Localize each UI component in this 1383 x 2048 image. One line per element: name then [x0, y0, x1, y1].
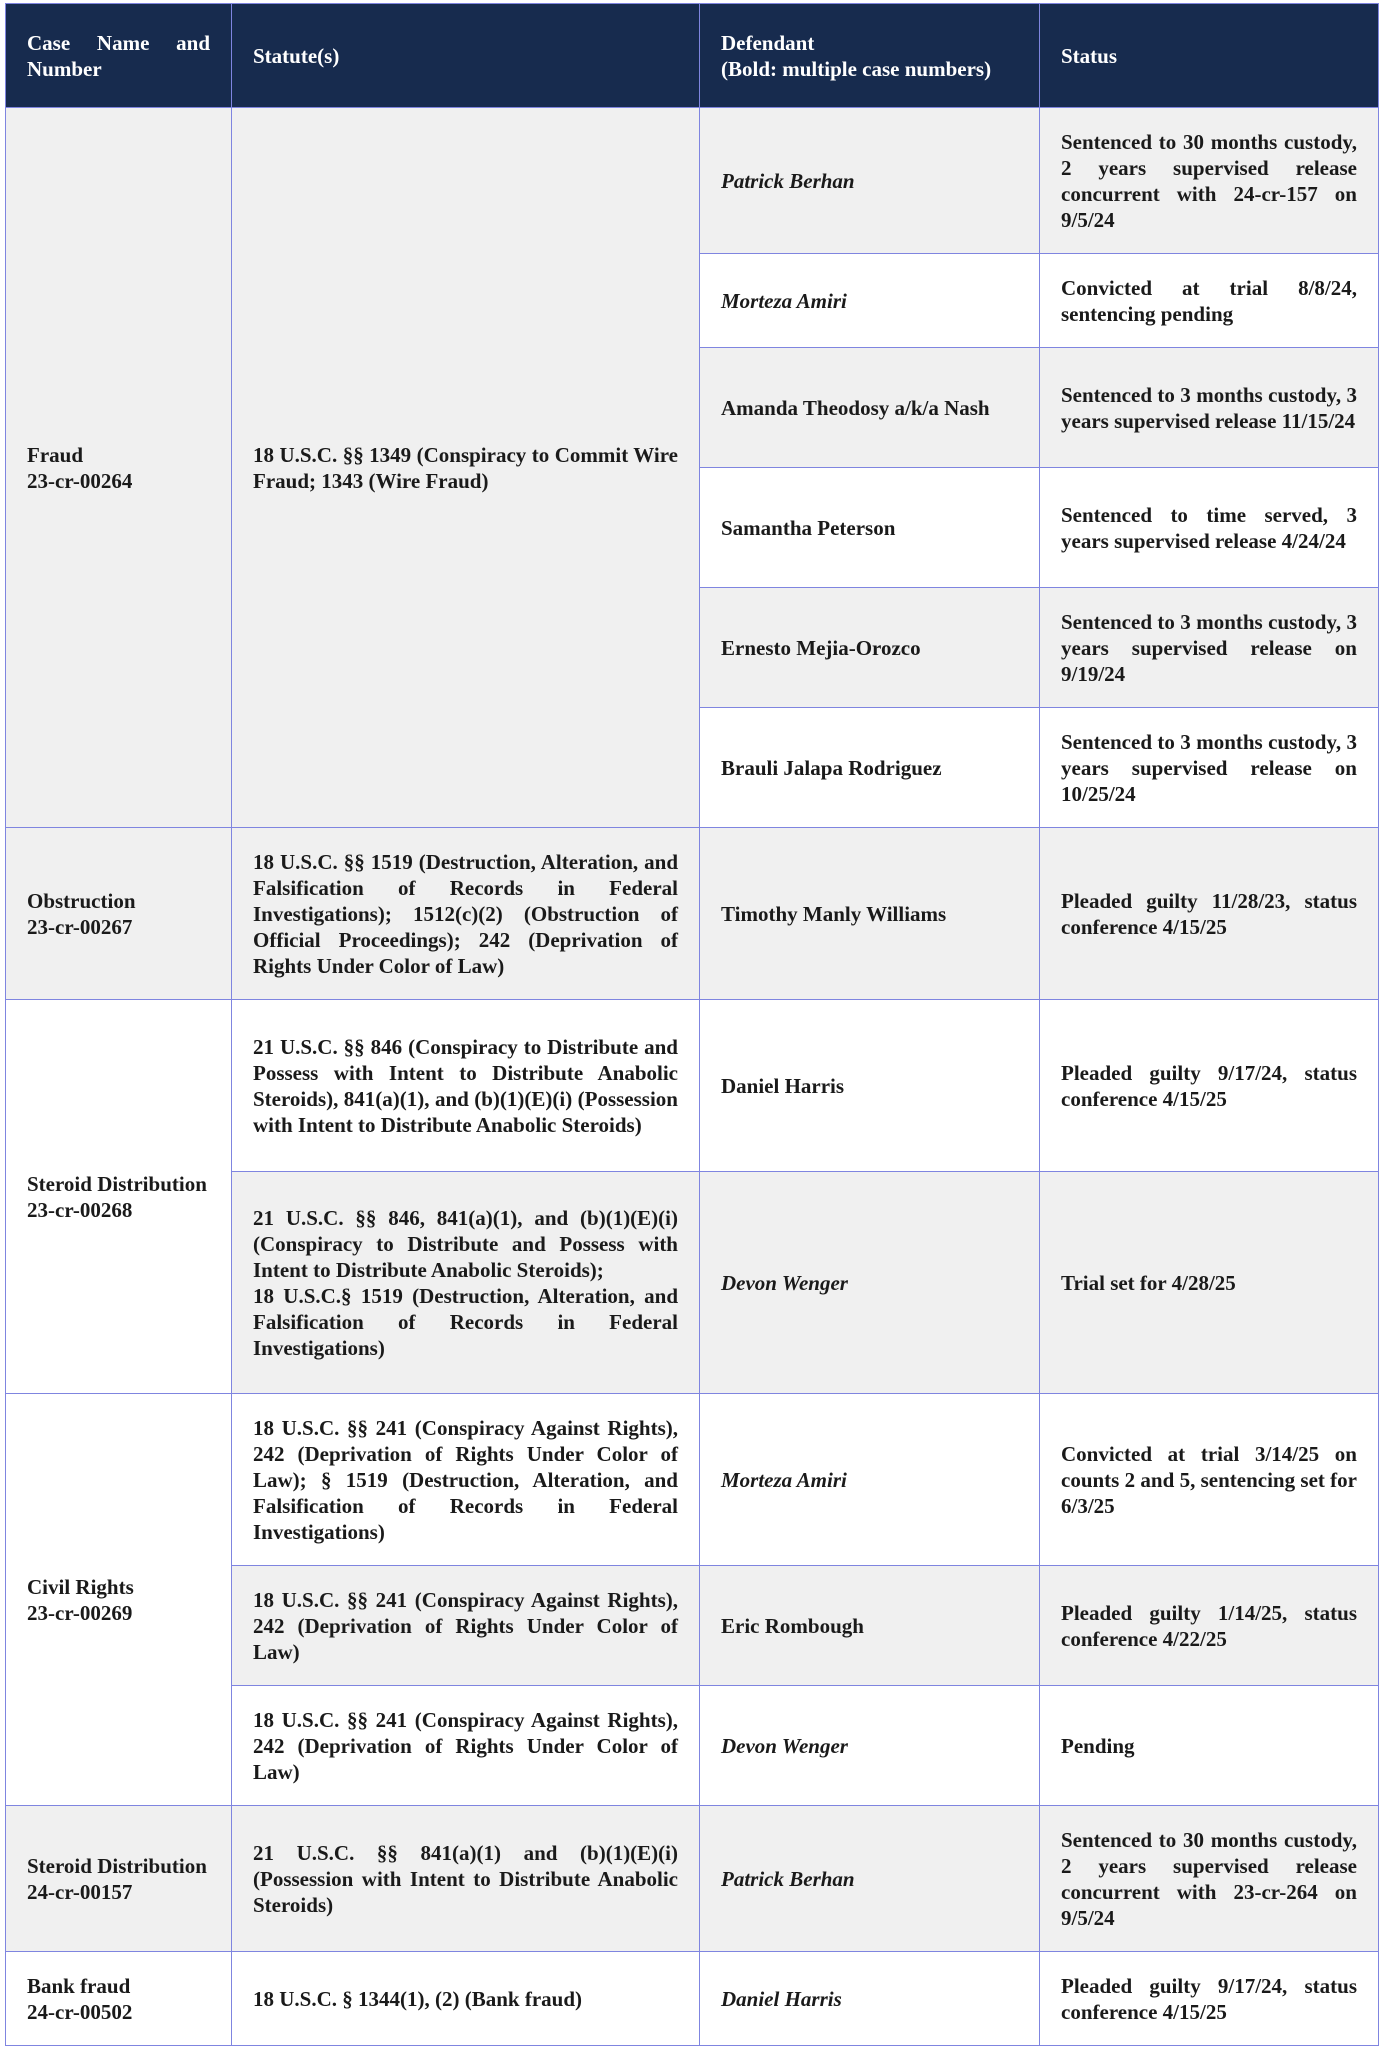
status-cell: Sentenced to 3 months custody, 3 years supervised release on 10/25/24 [1040, 708, 1379, 828]
defendant-cell: Timothy Manly Williams [700, 828, 1040, 1000]
status-cell: Pleaded guilty 1/14/25, status conference 4/22/25 [1040, 1566, 1379, 1686]
case-name: Civil Rights [27, 1574, 134, 1599]
statute-part: 21 U.S.C. §§ 846, 841(a)(1), and (b)(1)(E)(i) (Conspiracy to Distribute and Possess with Intent to Distribute Anabolic Steroids); [253, 1205, 678, 1282]
table-row [6, 1806, 1379, 1952]
defendant-cell: Daniel Harris [700, 1952, 1040, 2046]
status-cell: Sentenced to 3 months custody, 3 years supervised release 11/15/24 [1040, 348, 1379, 468]
statute-part: 18 U.S.C.§ 1519 (Destruction, Alteration, and Falsification of Records in Federal Investigations) [253, 1283, 678, 1360]
case-number: 24-cr-00502 [27, 1999, 133, 2024]
defendant-cell: Patrick Berhan [700, 108, 1040, 254]
status-cell: Convicted at trial 3/14/25 on counts 2 and 5, sentencing set for 6/3/25 [1040, 1394, 1379, 1566]
case-name: Steroid Distribution [27, 1171, 207, 1196]
table-row [6, 1952, 1379, 2046]
defendant-cell: Daniel Harris [700, 1000, 1040, 1172]
table-row [6, 108, 1379, 254]
case-number: 23-cr-00268 [27, 1197, 133, 1222]
case-name: Fraud [27, 442, 84, 467]
defendant-cell: Brauli Jalapa Rodriguez [700, 708, 1040, 828]
statute-cell: 21 U.S.C. §§ 841(a)(1) and (b)(1)(E)(i) (Possession with Intent to Distribute Anabolic Steroids) [232, 1806, 700, 1952]
status-cell: Sentenced to time served, 3 years supervised release 4/24/24 [1040, 468, 1379, 588]
status-cell: Trial set for 4/28/25 [1040, 1172, 1379, 1394]
statute-cell: 18 U.S.C. §§ 241 (Conspiracy Against Rights), 242 (Deprivation of Rights Under Color of Law); § 1519 (Destruction, Alteration, and Falsification of Records in Federal Investigations) [232, 1394, 700, 1566]
status-cell: Sentenced to 30 months custody, 2 years supervised release concurrent with 24-cr-157 on 9/5/24 [1040, 108, 1379, 254]
case-number: 23-cr-00267 [27, 914, 133, 939]
case-number: 24-cr-00157 [27, 1879, 133, 1904]
header-defendant [700, 4, 1040, 108]
statute-cell: 18 U.S.C. §§ 241 (Conspiracy Against Rights), 242 (Deprivation of Rights Under Color of Law) [232, 1686, 700, 1806]
table-row [6, 1394, 1379, 1566]
status-cell: Convicted at trial 8/8/24, sentencing pending [1040, 254, 1379, 348]
case-name: Bank fraud [27, 1973, 131, 1998]
header-defendant-label: Defendant [721, 30, 815, 55]
defendant-cell: Eric Rombough [700, 1566, 1040, 1686]
defendant-cell: Amanda Theodosy a/k/a Nash [700, 348, 1040, 468]
case-table-container [5, 3, 1378, 2046]
case-cell-civil-rights [6, 1394, 232, 1806]
defendant-cell: Samantha Peterson [700, 468, 1040, 588]
case-cell-fraud [6, 108, 232, 828]
case-cell-steroid-2023 [6, 1000, 232, 1394]
status-cell: Sentenced to 30 months custody, 2 years supervised release concurrent with 23-cr-264 on 9/5/24 [1040, 1806, 1379, 1952]
case-number: 23-cr-00264 [27, 468, 133, 493]
header-statute: Statute(s) [232, 4, 700, 108]
case-name: Obstruction [27, 888, 136, 913]
statute-cell: 18 U.S.C. §§ 241 (Conspiracy Against Rights), 242 (Deprivation of Rights Under Color of Law) [232, 1566, 700, 1686]
statute-cell: 18 U.S.C. §§ 1519 (Destruction, Alteration, and Falsification of Records in Federal Investigations); 1512(c)(2) (Obstruction of Official Proceedings); 242 (Deprivation of Rights Under Color of Law) [232, 828, 700, 1000]
case-cell-steroid-2024 [6, 1806, 232, 1952]
defendant-cell: Devon Wenger [700, 1686, 1040, 1806]
header-case: Case Name and Number [6, 4, 232, 108]
statute-cell [232, 1172, 700, 1394]
status-cell: Pleaded guilty 9/17/24, status conference 4/15/25 [1040, 1000, 1379, 1172]
case-name: Steroid Distribution [27, 1853, 207, 1878]
table-row [6, 1000, 1379, 1172]
defendant-cell: Morteza Amiri [700, 1394, 1040, 1566]
defendant-cell: Devon Wenger [700, 1172, 1040, 1394]
defendant-cell: Morteza Amiri [700, 254, 1040, 348]
case-status-table [5, 3, 1379, 2046]
case-number: 23-cr-00269 [27, 1600, 133, 1625]
header-row [6, 4, 1379, 108]
table-row [6, 828, 1379, 1000]
defendant-cell: Ernesto Mejia-Orozco [700, 588, 1040, 708]
status-cell: Pleaded guilty 9/17/24, status conference 4/15/25 [1040, 1952, 1379, 2046]
status-cell: Sentenced to 3 months custody, 3 years supervised release on 9/19/24 [1040, 588, 1379, 708]
statute-cell: 18 U.S.C. §§ 1349 (Conspiracy to Commit Wire Fraud; 1343 (Wire Fraud) [232, 108, 700, 828]
header-defendant-note: (Bold: multiple case numbers) [721, 56, 992, 81]
case-cell-bank-fraud [6, 1952, 232, 2046]
status-cell: Pending [1040, 1686, 1379, 1806]
header-status: Status [1040, 4, 1379, 108]
defendant-cell: Patrick Berhan [700, 1806, 1040, 1952]
case-cell-obstruction [6, 828, 232, 1000]
statute-cell: 18 U.S.C. § 1344(1), (2) (Bank fraud) [232, 1952, 700, 2046]
status-cell: Pleaded guilty 11/28/23, status conference 4/15/25 [1040, 828, 1379, 1000]
statute-cell: 21 U.S.C. §§ 846 (Conspiracy to Distribute and Possess with Intent to Distribute Anabolic Steroids), 841(a)(1), and (b)(1)(E)(i) (Possession with Intent to Distribute Anabolic Steroids) [232, 1000, 700, 1172]
